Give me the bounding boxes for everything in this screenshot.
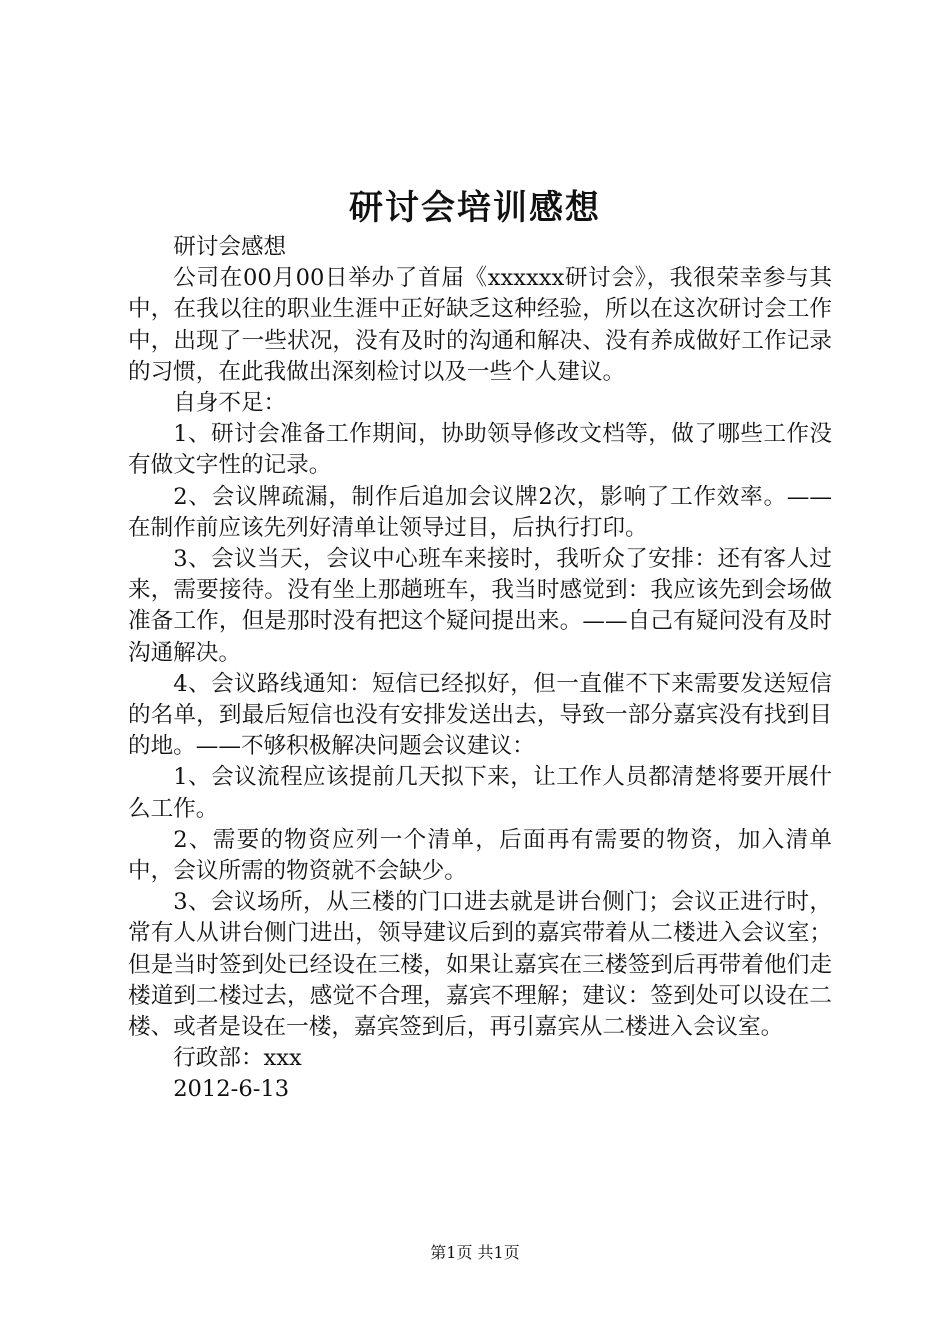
paragraph-date: 2012-6-13 bbox=[173, 1076, 290, 1103]
paragraph-signature: 行政部：xxx bbox=[173, 1045, 302, 1072]
document-body bbox=[128, 232, 832, 1106]
paragraph-suggestion-2: 2、需要的物资应列一个清单，后面再有需要的物资，加入清单中，会议所需的物资就不会缺少。 bbox=[128, 826, 832, 885]
paragraph-shortcoming-1: 1、研讨会准备工作期间，协助领导修改文档等，做了哪些工作没有做文字性的记录。 bbox=[128, 421, 832, 479]
paragraph-subtitle: 研讨会感想 bbox=[173, 234, 287, 260]
paragraph-shortcomings-heading: 自身不足： bbox=[173, 390, 287, 417]
document-title: 研讨会培训感想 bbox=[349, 188, 601, 228]
paragraph-suggestion-1: 1、会议流程应该提前几天拟下来，让工作人员都清楚将要开展什么工作。 bbox=[128, 764, 832, 822]
paragraph-shortcoming-4: 4、会议路线通知：短信已经拟好，但一直催不下来需要发送短信的名单，到最后短信也没有安排发送出去，导致一部分嘉宾没有找到目的地。——不够积极解决问题会议建议： bbox=[128, 670, 832, 760]
paragraph-shortcoming-3: 3、会议当天，会议中心班车来接时，我听众了安排：还有客人过来，需要接待。没有坐上那趟班车，我当时感觉到：我应该先到会场做准备工作，但是那时没有把这个疑问提出来。——自己有疑问没有及时沟通解决。 bbox=[128, 546, 832, 666]
paragraph-suggestion-3: 3、会议场所，从三楼的门口进去就是讲台侧门；会议正进行时，常有人从讲台侧门进出，领导建议后到的嘉宾带着从二楼进入会议室；但是当时签到处已经设在三楼，如果让嘉宾在三楼签到后再带着他们走楼道到二楼过去，感觉不合理，嘉宾不理解；建议：签到处可以设在二楼、或者是设在一楼，嘉宾签到后，再引嘉宾从二楼进入会议室。 bbox=[128, 889, 832, 1041]
paragraph-intro: 公司在00月00日举办了首届《xxxxxx研讨会》，我很荣幸参与其中，在我以往的职业生涯中正好缺乏这种经验，所以在这次研讨会工作中，出现了一些状况，没有及时的沟通和解决、没有养成做好工作记录的习惯，在此我做出深刻检讨以及一些个人建议。 bbox=[128, 265, 832, 385]
page-footer: 第1页 共1页 bbox=[430, 1243, 520, 1262]
paragraph-shortcoming-2: 2、会议牌疏漏，制作后追加会议牌2次，影响了工作效率。——在制作前应该先列好清单让领导过目，后执行打印。 bbox=[128, 483, 832, 541]
